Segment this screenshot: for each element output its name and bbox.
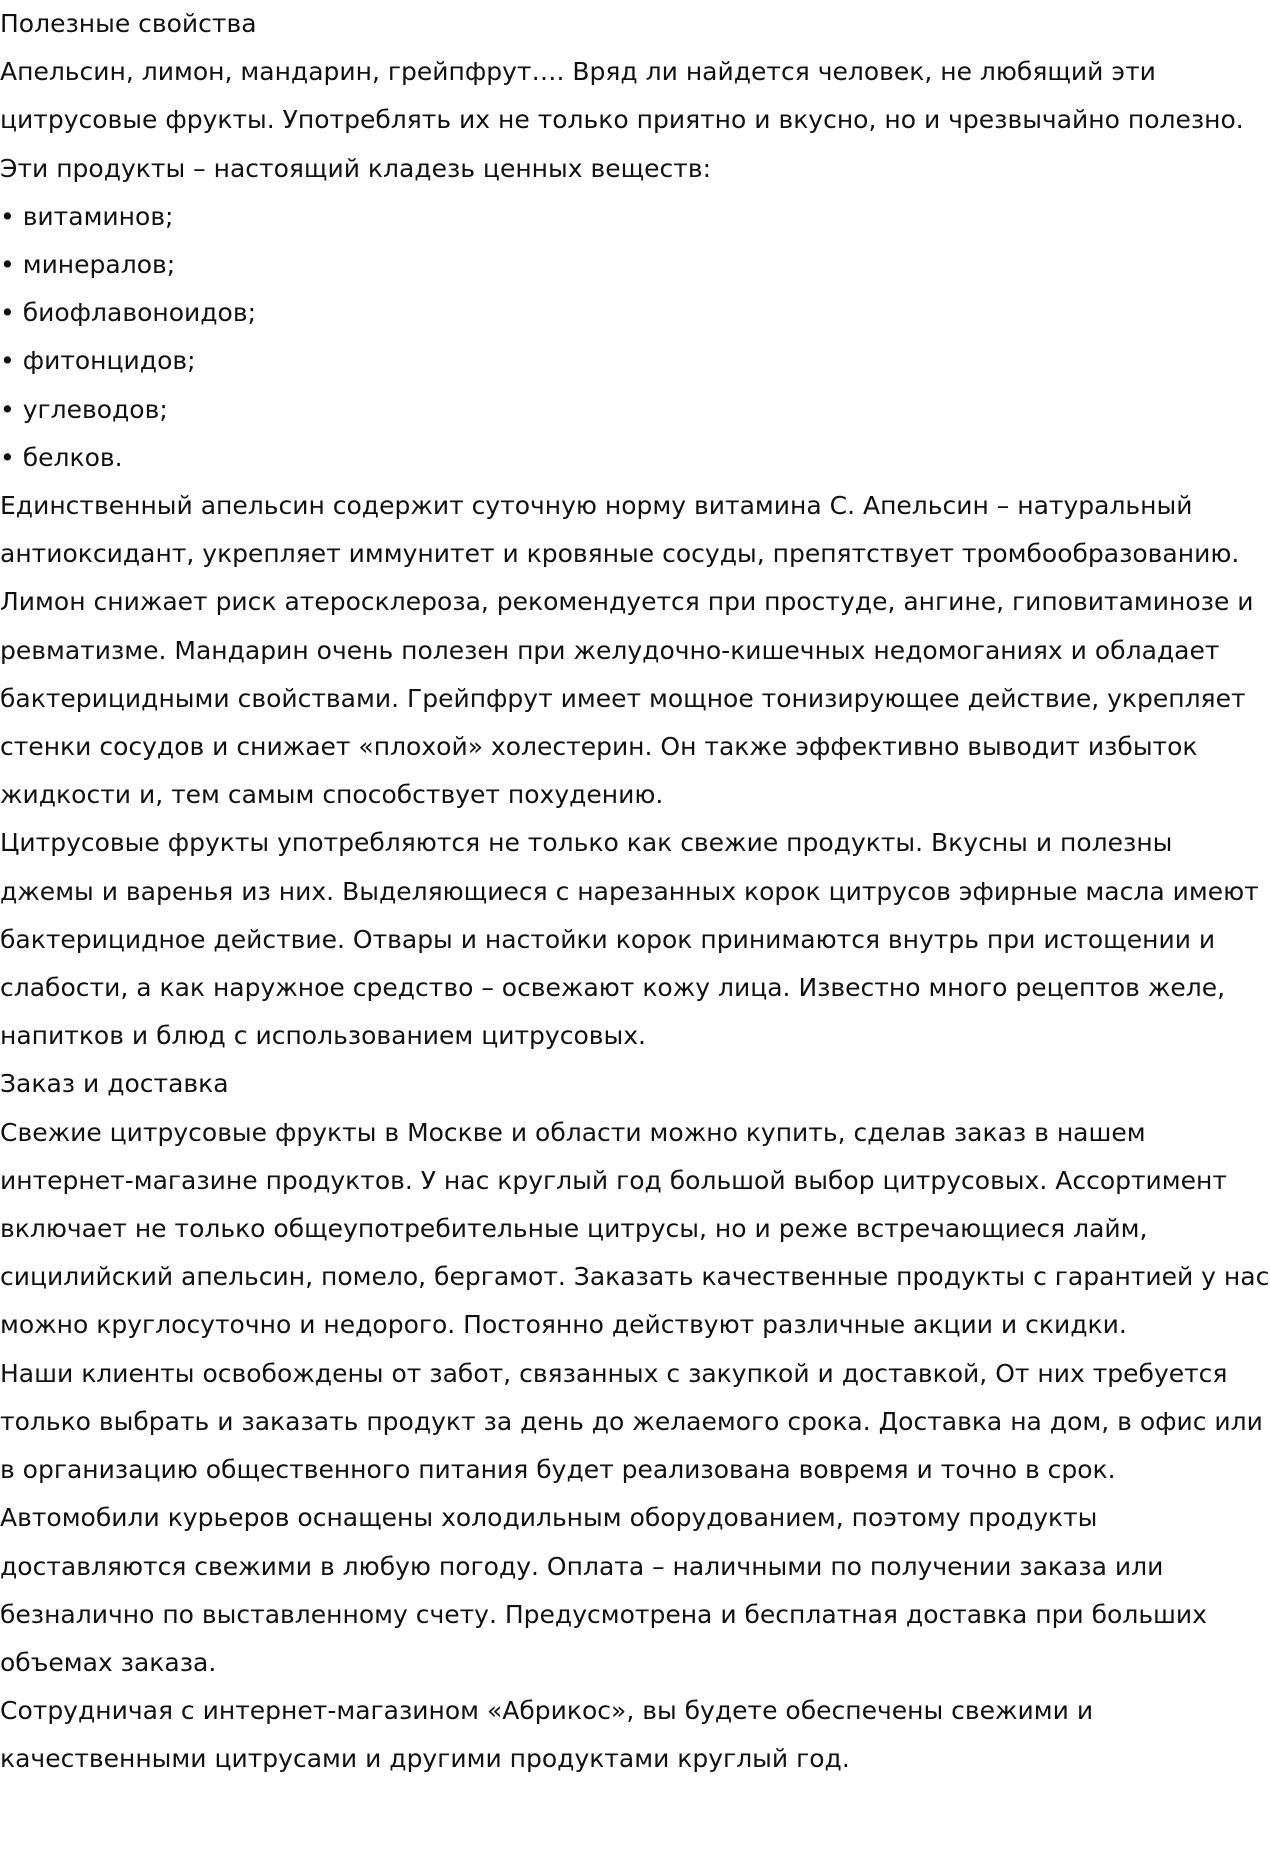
nutrients-list xyxy=(0,193,1270,482)
list-item xyxy=(0,193,1270,241)
usage-paragraph: Цитрусовые фрукты употребляются не только как свежие продукты. Вкусны и полезны джемы и варенья из них. Выделяющиеся с нарезанных корок цитрусов эфирные масла имеют бактерицидное действие. Отвары и настойки корок принимаются внутрь при истощении и слабости, а как наружное средство – освежают кожу лица. Известно много рецептов желе, напитков и блюд с использованием цитрусовых. xyxy=(0,828,1259,1051)
bullet-icon: • xyxy=(0,394,23,424)
bullet-icon: • xyxy=(0,346,23,376)
list-item-text: фитонцидов; xyxy=(22,346,196,376)
list-item-text: витаминов; xyxy=(22,201,174,231)
bullet-icon: • xyxy=(0,250,23,280)
list-item-text: минералов; xyxy=(22,250,176,280)
bullet-icon: • xyxy=(0,201,23,231)
list-item xyxy=(0,386,1270,434)
section-heading-delivery: Заказ и доставка xyxy=(0,1069,229,1099)
list-item xyxy=(0,241,1270,289)
benefits-paragraph: Единственный апельсин содержит суточную норму витамина С. Апельсин – натуральный антиоксидант, укрепляет иммунитет и кровяные сосуды, препятствует тромбообразованию. Лимон снижает риск атеросклероза, рекомендуется при простуде, ангине, гиповитаминозе и ревматизме. Мандарин очень полезен при желудочно-кишечных недомоганиях и обладает бактерицидными свойствами. Грейпфрут имеет мощное тонизирующее действие, укрепляет стенки сосудов и снижает «плохой» холестерин. Он также эффективно выводит избыток жидкости и, тем самым способствует похудению. xyxy=(0,491,1254,810)
list-item-text: углеводов; xyxy=(22,394,168,424)
assortment-paragraph: Свежие цитрусовые фрукты в Москве и области можно купить, сделав заказ в нашем интернет-магазине продуктов. У нас круглый год большой выбор цитрусовых. Ассортимент включает не только общеупотребительные цитрусы, но и реже встречающиеся лайм, сицилийский апельсин, помело, бергамот. Заказать качественные продукты с гарантией у нас можно круглосуточно и недорого. Постоянно действуют различные акции и скидки. xyxy=(0,1117,1270,1340)
list-item xyxy=(0,289,1270,337)
section-heading-benefits: Полезные свойства xyxy=(0,9,257,38)
closing-paragraph: Сотрудничая с интернет-магазином «Абрикос», вы будете обеспечены свежими и качественными цитрусами и другими продуктами круглый год. xyxy=(0,1696,1094,1774)
intro-paragraph: Апельсин, лимон, мандарин, грейпфрут…. Вряд ли найдется человек, не любящий эти цитрусовые фрукты. Употреблять их не только приятно и вкусно, но и чрезвычайно полезно. Эти продукты – настоящий кладезь ценных веществ: xyxy=(0,57,1244,183)
bullet-icon: • xyxy=(0,298,23,328)
list-item xyxy=(0,337,1270,385)
list-item-text: белков. xyxy=(22,442,123,472)
delivery-paragraph: Наши клиенты освобождены от забот, связанных с закупкой и доставкой, От них требуется только выбрать и заказать продукт за день до желаемого срока. Доставка на дом, в офис или в организацию общественного питания будет реализована вовремя и точно в срок. Автомобили курьеров оснащены холодильным оборудованием, поэтому продукты доставляются свежими в любую погоду. Оплата – наличными по получении заказа или безналично по выставленному счету. Предусмотрена и бесплатная доставка при больших объемах заказа. xyxy=(0,1358,1263,1677)
list-item-text: биофлавоноидов; xyxy=(22,298,256,328)
bullet-icon: • xyxy=(0,442,23,472)
list-item xyxy=(0,434,1270,482)
